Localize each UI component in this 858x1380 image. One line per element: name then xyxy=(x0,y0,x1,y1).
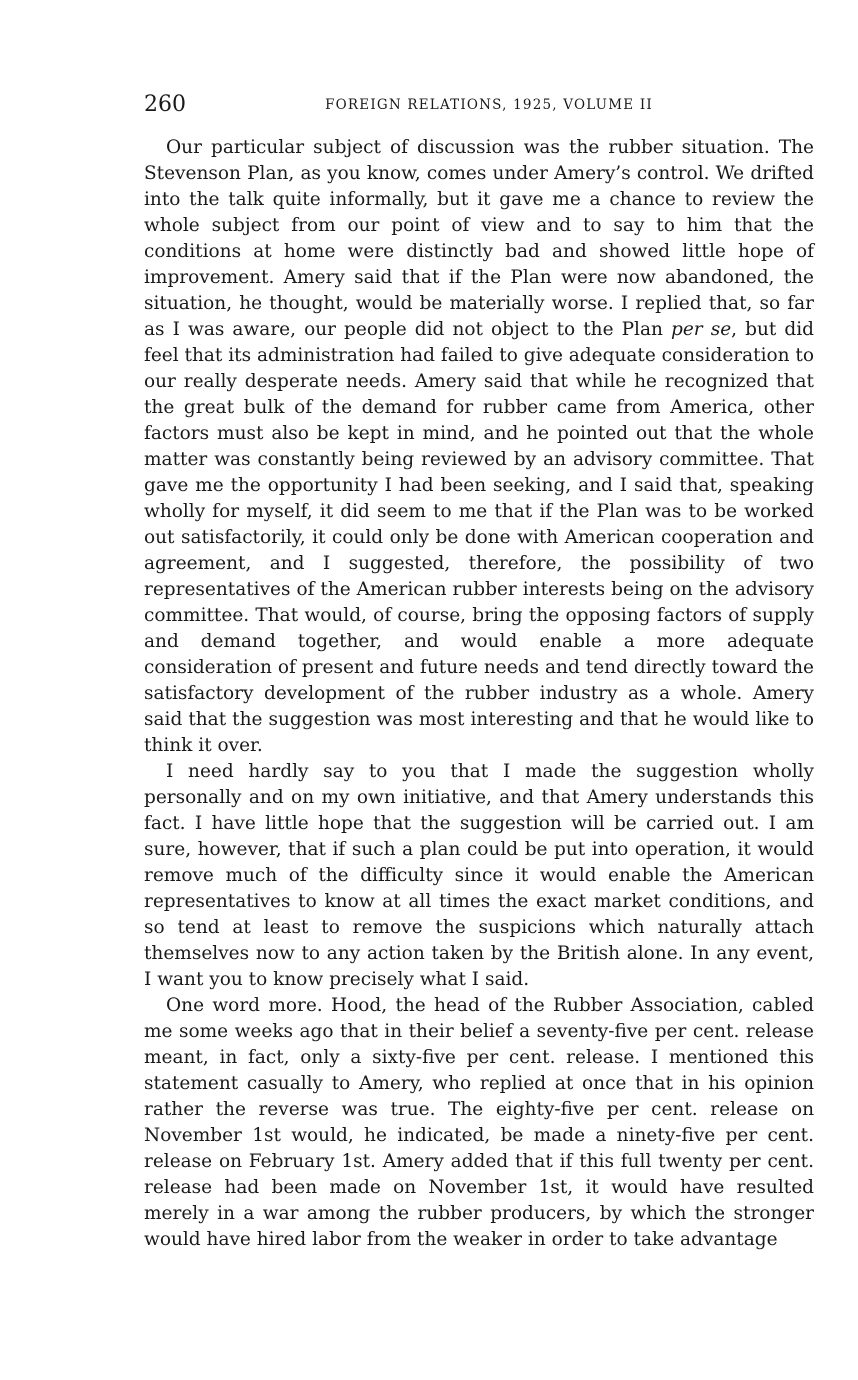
paragraph-1 xyxy=(144,135,814,759)
page-header xyxy=(144,90,814,120)
body-text xyxy=(144,135,814,1253)
paragraph-2: I need hardly say to you that I made the suggestion wholly personally and on my own initiative, and that Amery understands this fact. I have little hope that the suggestion will be carried out. I am sure, however, that if such a plan could be put into operation, it would remove much of the difficulty since it would enable the American representatives to know at all times the exact market conditions, and so tend at least to remove the suspicions which naturally attach themselves now to any action taken by the British alone. In any event, I want you to know precisely what I said. xyxy=(144,761,814,990)
paragraph-1-text-a: Our particular subject of discussion was the rubber situation. The Stevenson Plan, as you know, comes under Amery’s control. We drifted into the talk quite informally, but it gave me a chance to review the whole subject from our point of view and to say to him that the conditions at home were distinctly bad and showed little hope of improvement. Amery said that if the Plan were now abandoned, the situation, he thought, would be materially worse. I replied that, so far as I was aware, our people did not object to the Plan xyxy=(144,137,814,340)
page-number: 260 xyxy=(144,92,186,117)
running-head: FOREIGN RELATIONS, 1925, VOLUME II xyxy=(325,97,653,113)
paragraph-1-italic: per se xyxy=(670,319,732,340)
paragraph-3: One word more. Hood, the head of the Rubber Association, cabled me some weeks ago that in their belief a seventy-five per cent. release meant, in fact, only a sixty-five per cent. release. I mentioned this statement casually to Amery, who replied at once that in his opinion rather the reverse was true. The eighty-five per cent. release on November 1st would, he indicated, be made a ninety-five per cent. release on February 1st. Amery added that if this full twenty per cent. release had been made on November 1st, it would have resulted merely in a war among the rubber producers, by which the stronger would have hired labor from the weaker in order to take advantage xyxy=(144,995,814,1250)
paragraph-1-text-b: , but did feel that its administration had failed to give adequate consideration to our really desperate needs. Amery said that while he recognized that the great bulk of the demand for rubber came from America, other factors must also be kept in mind, and he pointed out that the whole matter was constantly being reviewed by an advisory committee. That gave me the opportunity I had been seeking, and I said that, speaking wholly for myself, it did seem to me that if the Plan was to be worked out satisfactorily, it could only be done with American cooperation and agreement, and I suggested, therefore, the possibility of two representatives of the American rubber interests being on the advisory committee. That would, of course, bring the opposing factors of supply and demand together, and would enable a more adequate consideration of present and future needs and tend directly toward the satisfactory development of the rubber industry as a whole. Amery said that the suggestion was most interesting and that he would like to think it over. xyxy=(144,319,814,756)
